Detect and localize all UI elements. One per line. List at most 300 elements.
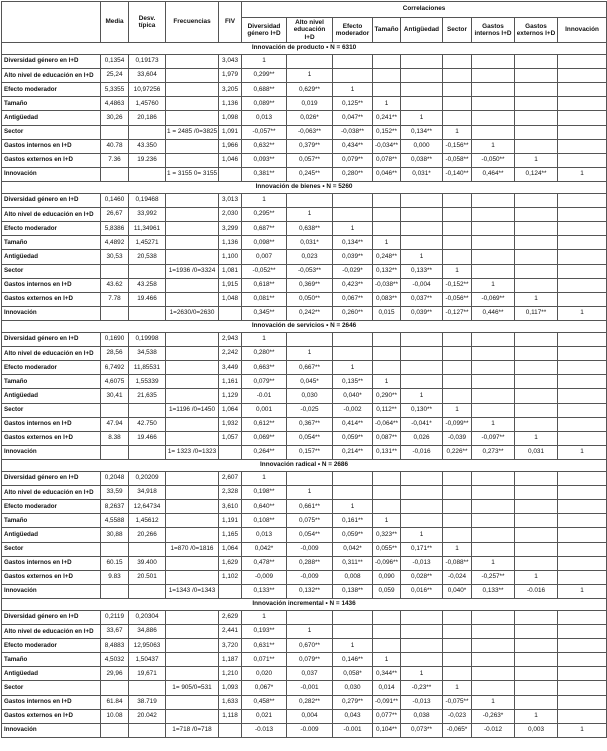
header-corr-col: Antigüedad bbox=[401, 18, 443, 43]
cell-fiv: 1,966 bbox=[219, 139, 242, 153]
cell-correlation bbox=[472, 500, 515, 514]
cell-correlation bbox=[515, 486, 558, 500]
cell-correlation bbox=[443, 375, 472, 389]
cell-correlation bbox=[558, 556, 607, 570]
cell-desv: 19,671 bbox=[129, 667, 166, 681]
cell-fiv: 2,328 bbox=[219, 486, 242, 500]
cell-frecuencias bbox=[166, 222, 219, 236]
cell-media: 28,56 bbox=[101, 347, 129, 361]
cell-frecuencias bbox=[166, 695, 219, 709]
cell-correlation: 0,138** bbox=[333, 584, 373, 598]
cell-media: 4,5588 bbox=[101, 514, 129, 528]
cell-correlation bbox=[443, 97, 472, 111]
table-row bbox=[2, 347, 607, 361]
cell-correlation: 0,125** bbox=[333, 97, 373, 111]
cell-correlation: 0,618** bbox=[242, 278, 287, 292]
cell-correlation: 1 bbox=[287, 69, 333, 83]
cell-media: 4,6075 bbox=[101, 375, 129, 389]
cell-correlation bbox=[558, 639, 607, 653]
cell-correlation bbox=[515, 556, 558, 570]
cell-desv: 12,64734 bbox=[129, 500, 166, 514]
header-row-label bbox=[2, 2, 101, 43]
cell-correlation: 0,093** bbox=[242, 153, 287, 167]
cell-correlation bbox=[515, 125, 558, 139]
cell-correlation: 1 bbox=[558, 584, 607, 598]
section-title-row bbox=[2, 181, 607, 193]
cell-correlation: 0,245** bbox=[287, 167, 333, 181]
cell-correlation: -0,156** bbox=[443, 139, 472, 153]
table-row bbox=[2, 625, 607, 639]
cell-correlation bbox=[373, 361, 401, 375]
cell-correlation bbox=[401, 500, 443, 514]
cell-correlation bbox=[333, 69, 373, 83]
cell-correlation bbox=[558, 681, 607, 695]
cell-correlation: 0,670** bbox=[287, 639, 333, 653]
cell-correlation: 0,077** bbox=[373, 709, 401, 723]
cell-correlation bbox=[401, 222, 443, 236]
table-row bbox=[2, 250, 607, 264]
cell-correlation: 0,344** bbox=[373, 667, 401, 681]
cell-correlation: 0,042* bbox=[242, 542, 287, 556]
cell-desv: 11,34961 bbox=[129, 222, 166, 236]
cell-correlation: 0,193** bbox=[242, 625, 287, 639]
cell-correlation bbox=[472, 332, 515, 346]
cell-correlation bbox=[558, 264, 607, 278]
row-label: Gastos internos en I+D bbox=[2, 278, 101, 292]
cell-media: 5,8386 bbox=[101, 222, 129, 236]
cell-correlation: 0,667** bbox=[287, 361, 333, 375]
cell-frecuencias: 1=2630/0=2630 bbox=[166, 306, 219, 320]
cell-correlation: -0.012 bbox=[472, 723, 515, 737]
cell-correlation bbox=[472, 193, 515, 207]
cell-correlation bbox=[515, 208, 558, 222]
row-label: Efecto moderador bbox=[2, 222, 101, 236]
cell-correlation: 1 bbox=[287, 347, 333, 361]
row-label: Diversidad género en I+D bbox=[2, 193, 101, 207]
cell-correlation: 1 bbox=[333, 222, 373, 236]
cell-fiv: 1,118 bbox=[219, 709, 242, 723]
cell-correlation: 0,000 bbox=[401, 139, 443, 153]
cell-correlation: 0,112** bbox=[373, 403, 401, 417]
cell-desv: 1,55339 bbox=[129, 375, 166, 389]
cell-correlation bbox=[515, 639, 558, 653]
table-row bbox=[2, 500, 607, 514]
cell-frecuencias bbox=[166, 514, 219, 528]
cell-correlation bbox=[472, 97, 515, 111]
cell-frecuencias bbox=[166, 625, 219, 639]
cell-correlation: 0,369** bbox=[287, 278, 333, 292]
cell-frecuencias bbox=[166, 83, 219, 97]
cell-correlation: -0,024 bbox=[443, 570, 472, 584]
cell-correlation: 0,007 bbox=[242, 250, 287, 264]
row-label: Sector bbox=[2, 542, 101, 556]
cell-correlation: 0,279** bbox=[333, 695, 373, 709]
cell-correlation bbox=[558, 278, 607, 292]
cell-correlation: 0,260** bbox=[333, 306, 373, 320]
header-corr-col: Tamaño bbox=[373, 18, 401, 43]
section-title-row bbox=[2, 598, 607, 610]
cell-fiv: 3,043 bbox=[219, 55, 242, 69]
row-label: Diversidad género en I+D bbox=[2, 332, 101, 346]
row-label: Efecto moderador bbox=[2, 500, 101, 514]
cell-correlation bbox=[515, 403, 558, 417]
cell-correlation bbox=[558, 55, 607, 69]
cell-fiv: 1,979 bbox=[219, 69, 242, 83]
row-label: Diversidad género en I+D bbox=[2, 55, 101, 69]
row-label: Efecto moderador bbox=[2, 83, 101, 97]
cell-correlation bbox=[558, 97, 607, 111]
cell-frecuencias bbox=[166, 97, 219, 111]
cell-correlation: 1 bbox=[287, 625, 333, 639]
cell-media: 9.83 bbox=[101, 570, 129, 584]
cell-correlation: 1 bbox=[373, 653, 401, 667]
cell-correlation bbox=[515, 500, 558, 514]
cell-fiv: 3,013 bbox=[219, 193, 242, 207]
cell-correlation bbox=[558, 222, 607, 236]
cell-correlation bbox=[443, 236, 472, 250]
cell-correlation: 0,423** bbox=[333, 278, 373, 292]
cell-frecuencias bbox=[166, 250, 219, 264]
row-label: Alto nivel de educación en I+D bbox=[2, 486, 101, 500]
cell-correlation: 1 bbox=[515, 431, 558, 445]
cell-frecuencias bbox=[166, 528, 219, 542]
cell-media: 30,53 bbox=[101, 250, 129, 264]
cell-desv: 12,95063 bbox=[129, 639, 166, 653]
cell-correlation: 0,057** bbox=[287, 153, 333, 167]
cell-frecuencias bbox=[166, 361, 219, 375]
cell-correlation: 1 bbox=[401, 528, 443, 542]
cell-desv: 0,19468 bbox=[129, 193, 166, 207]
cell-correlation: 0,013 bbox=[242, 111, 287, 125]
cell-correlation bbox=[472, 69, 515, 83]
cell-correlation bbox=[333, 625, 373, 639]
cell-fiv: 1,093 bbox=[219, 681, 242, 695]
cell-correlation: 0,014 bbox=[373, 681, 401, 695]
cell-correlation: 0,047** bbox=[333, 111, 373, 125]
cell-media: 26,67 bbox=[101, 208, 129, 222]
cell-fiv: 1,915 bbox=[219, 278, 242, 292]
table-row bbox=[2, 361, 607, 375]
cell-correlation bbox=[558, 625, 607, 639]
cell-frecuencias bbox=[166, 639, 219, 653]
cell-correlation: 0,040* bbox=[443, 584, 472, 598]
cell-fiv: 1,081 bbox=[219, 264, 242, 278]
cell-desv: 42.750 bbox=[129, 417, 166, 431]
cell-correlation: -0.001 bbox=[333, 723, 373, 737]
cell-correlation: 0,090 bbox=[373, 570, 401, 584]
cell-correlation bbox=[558, 193, 607, 207]
cell-fiv: 3,205 bbox=[219, 83, 242, 97]
cell-correlation bbox=[558, 250, 607, 264]
cell-correlation bbox=[515, 193, 558, 207]
cell-correlation: 1 bbox=[401, 667, 443, 681]
cell-correlation bbox=[287, 55, 333, 69]
cell-correlation: 0,040* bbox=[333, 389, 373, 403]
cell-correlation bbox=[558, 347, 607, 361]
cell-fiv bbox=[219, 723, 242, 737]
cell-correlation bbox=[401, 55, 443, 69]
cell-correlation: -0,052** bbox=[242, 264, 287, 278]
cell-correlation: -0,029* bbox=[333, 264, 373, 278]
cell-correlation bbox=[287, 471, 333, 485]
cell-correlation: 0,003 bbox=[515, 723, 558, 737]
cell-correlation bbox=[333, 332, 373, 346]
cell-correlation: -0,058** bbox=[443, 153, 472, 167]
cell-correlation bbox=[472, 542, 515, 556]
cell-correlation bbox=[558, 610, 607, 624]
cell-correlation: 0,083** bbox=[373, 292, 401, 306]
cell-correlation: 1 bbox=[558, 167, 607, 181]
cell-desv: 0,20209 bbox=[129, 471, 166, 485]
table-row bbox=[2, 403, 607, 417]
header-desv: Desv. típica bbox=[129, 2, 166, 43]
cell-correlation: 1 bbox=[333, 500, 373, 514]
cell-desv: 43.350 bbox=[129, 139, 166, 153]
cell-correlation: -0,004 bbox=[401, 278, 443, 292]
cell-media bbox=[101, 264, 129, 278]
cell-correlation bbox=[443, 193, 472, 207]
cell-fiv: 3,720 bbox=[219, 639, 242, 653]
cell-correlation: -0,041* bbox=[401, 417, 443, 431]
row-label: Gastos internos en I+D bbox=[2, 695, 101, 709]
cell-correlation bbox=[443, 389, 472, 403]
cell-frecuencias bbox=[166, 139, 219, 153]
cell-correlation: 1 bbox=[472, 278, 515, 292]
table-row bbox=[2, 486, 607, 500]
cell-correlation bbox=[472, 222, 515, 236]
cell-correlation: -0,025 bbox=[287, 403, 333, 417]
cell-correlation bbox=[515, 653, 558, 667]
cell-correlation: 0,079** bbox=[287, 653, 333, 667]
cell-correlation: 0,640** bbox=[242, 500, 287, 514]
cell-correlation bbox=[558, 332, 607, 346]
cell-correlation: -0,038** bbox=[373, 278, 401, 292]
cell-correlation bbox=[401, 69, 443, 83]
cell-correlation bbox=[443, 250, 472, 264]
cell-fiv bbox=[219, 306, 242, 320]
cell-correlation: 1 bbox=[373, 97, 401, 111]
cell-fiv: 1,046 bbox=[219, 153, 242, 167]
cell-correlation: 0,631** bbox=[242, 639, 287, 653]
cell-correlation: 0,031 bbox=[515, 445, 558, 459]
cell-desv: 1,45760 bbox=[129, 97, 166, 111]
table-row bbox=[2, 55, 607, 69]
cell-correlation bbox=[515, 471, 558, 485]
cell-desv: 1,45612 bbox=[129, 514, 166, 528]
cell-fiv: 1,161 bbox=[219, 375, 242, 389]
cell-correlation bbox=[472, 347, 515, 361]
cell-correlation: 0,039** bbox=[333, 250, 373, 264]
cell-correlation: -0,263* bbox=[472, 709, 515, 723]
cell-correlation: 0,079** bbox=[242, 375, 287, 389]
cell-correlation: 1 bbox=[472, 556, 515, 570]
cell-correlation bbox=[558, 500, 607, 514]
cell-desv: 34,886 bbox=[129, 625, 166, 639]
cell-correlation bbox=[373, 610, 401, 624]
cell-correlation: -0.016 bbox=[515, 584, 558, 598]
cell-correlation: 0,046** bbox=[373, 167, 401, 181]
cell-correlation: -0,091** bbox=[373, 695, 401, 709]
cell-frecuencias: 1= 905/0=531 bbox=[166, 681, 219, 695]
cell-correlation: 0,458** bbox=[242, 695, 287, 709]
cell-correlation bbox=[443, 347, 472, 361]
table-row bbox=[2, 153, 607, 167]
cell-correlation bbox=[472, 208, 515, 222]
cell-correlation bbox=[373, 83, 401, 97]
cell-fiv: 1,633 bbox=[219, 695, 242, 709]
cell-correlation: 0,280** bbox=[333, 167, 373, 181]
cell-frecuencias: 1= 1323 /0=1323 bbox=[166, 445, 219, 459]
cell-desv: 33,604 bbox=[129, 69, 166, 83]
row-label: Tamaño bbox=[2, 653, 101, 667]
cell-correlation: 0,038** bbox=[401, 153, 443, 167]
row-label: Gastos internos en I+D bbox=[2, 139, 101, 153]
cell-frecuencias bbox=[166, 667, 219, 681]
cell-correlation: -0,257** bbox=[472, 570, 515, 584]
cell-correlation: 1 bbox=[333, 83, 373, 97]
cell-correlation: 0,688** bbox=[242, 83, 287, 97]
cell-correlation: 0,226** bbox=[443, 445, 472, 459]
correlation-table-container bbox=[1, 1, 607, 738]
cell-fiv: 2,242 bbox=[219, 347, 242, 361]
cell-desv: 10,97256 bbox=[129, 83, 166, 97]
cell-correlation: 1 bbox=[401, 389, 443, 403]
cell-desv: 34,538 bbox=[129, 347, 166, 361]
cell-frecuencias bbox=[166, 570, 219, 584]
cell-correlation bbox=[472, 514, 515, 528]
cell-media bbox=[101, 306, 129, 320]
cell-desv: 19.236 bbox=[129, 153, 166, 167]
cell-fiv: 1,136 bbox=[219, 97, 242, 111]
cell-correlation bbox=[443, 625, 472, 639]
cell-correlation: 0,242** bbox=[287, 306, 333, 320]
cell-correlation: 0,299** bbox=[242, 69, 287, 83]
cell-correlation bbox=[558, 417, 607, 431]
cell-media bbox=[101, 445, 129, 459]
cell-correlation bbox=[401, 361, 443, 375]
cell-frecuencias bbox=[166, 389, 219, 403]
cell-correlation: 0,013 bbox=[242, 528, 287, 542]
cell-correlation: 1 bbox=[242, 610, 287, 624]
cell-correlation: 1 bbox=[373, 236, 401, 250]
cell-frecuencias: 1 = 3155 0= 3155 bbox=[166, 167, 219, 181]
cell-fiv: 1,165 bbox=[219, 528, 242, 542]
cell-correlation bbox=[401, 208, 443, 222]
cell-fiv bbox=[219, 584, 242, 598]
cell-correlation bbox=[401, 486, 443, 500]
cell-correlation bbox=[515, 625, 558, 639]
table-row bbox=[2, 514, 607, 528]
cell-fiv: 1,048 bbox=[219, 292, 242, 306]
cell-correlation: 0,414** bbox=[333, 417, 373, 431]
cell-correlation: 0,071** bbox=[242, 653, 287, 667]
header-corr-col: Efecto moderador bbox=[333, 18, 373, 43]
table-row bbox=[2, 139, 607, 153]
cell-correlation bbox=[558, 361, 607, 375]
cell-correlation: 0,152** bbox=[373, 125, 401, 139]
cell-correlation bbox=[401, 625, 443, 639]
table-row bbox=[2, 681, 607, 695]
table-row bbox=[2, 639, 607, 653]
cell-correlation bbox=[443, 486, 472, 500]
cell-correlation bbox=[515, 222, 558, 236]
cell-frecuencias bbox=[166, 292, 219, 306]
cell-desv: 0,20304 bbox=[129, 610, 166, 624]
cell-correlation bbox=[515, 375, 558, 389]
cell-correlation bbox=[373, 500, 401, 514]
cell-correlation: 0,273** bbox=[472, 445, 515, 459]
cell-correlation: 0,171** bbox=[401, 542, 443, 556]
row-label: Gastos externos en I+D bbox=[2, 292, 101, 306]
cell-correlation: 0,133** bbox=[401, 264, 443, 278]
cell-correlation: 0,079** bbox=[333, 153, 373, 167]
table-row bbox=[2, 278, 607, 292]
cell-correlation: 1 bbox=[333, 361, 373, 375]
cell-correlation bbox=[443, 332, 472, 346]
cell-desv bbox=[129, 306, 166, 320]
cell-correlation bbox=[333, 208, 373, 222]
cell-correlation: 1 bbox=[472, 139, 515, 153]
cell-correlation bbox=[472, 55, 515, 69]
cell-correlation bbox=[472, 486, 515, 500]
cell-correlation: 0,464** bbox=[472, 167, 515, 181]
cell-correlation: 1 bbox=[443, 542, 472, 556]
cell-correlation: 0,075** bbox=[287, 514, 333, 528]
cell-correlation bbox=[472, 236, 515, 250]
cell-correlation: 0,059 bbox=[373, 584, 401, 598]
cell-correlation bbox=[558, 486, 607, 500]
cell-frecuencias bbox=[166, 709, 219, 723]
cell-correlation bbox=[401, 375, 443, 389]
cell-correlation bbox=[515, 236, 558, 250]
table-row bbox=[2, 445, 607, 459]
cell-correlation: -0.009 bbox=[287, 723, 333, 737]
cell-correlation: -0,057** bbox=[242, 125, 287, 139]
cell-correlation: -0,099** bbox=[443, 417, 472, 431]
header-fiv: FIV bbox=[219, 2, 242, 43]
cell-correlation bbox=[558, 528, 607, 542]
cell-correlation: 0,134** bbox=[333, 236, 373, 250]
row-label: Antigüedad bbox=[2, 667, 101, 681]
cell-correlation: 0,124** bbox=[515, 167, 558, 181]
cell-correlation bbox=[558, 403, 607, 417]
cell-correlation bbox=[373, 486, 401, 500]
cell-correlation: 1 bbox=[373, 514, 401, 528]
cell-correlation bbox=[515, 111, 558, 125]
row-label: Tamaño bbox=[2, 97, 101, 111]
cell-media: 30,26 bbox=[101, 111, 129, 125]
header-correlaciones: Correlaciones bbox=[242, 2, 607, 18]
cell-correlation: 0,004 bbox=[287, 709, 333, 723]
cell-correlation bbox=[443, 667, 472, 681]
cell-media: 5,3355 bbox=[101, 83, 129, 97]
cell-correlation bbox=[443, 528, 472, 542]
section-title: Innovación radical • N = 2686 bbox=[2, 459, 607, 471]
cell-media: 8,2637 bbox=[101, 500, 129, 514]
cell-media: 7.78 bbox=[101, 292, 129, 306]
cell-correlation: 0,030 bbox=[333, 681, 373, 695]
cell-correlation: 0,133** bbox=[242, 584, 287, 598]
cell-fiv: 1,100 bbox=[219, 250, 242, 264]
cell-correlation bbox=[558, 83, 607, 97]
cell-correlation bbox=[333, 347, 373, 361]
cell-media bbox=[101, 167, 129, 181]
row-label: Innovación bbox=[2, 584, 101, 598]
cell-correlation: 1 bbox=[515, 570, 558, 584]
cell-media: 25,24 bbox=[101, 69, 129, 83]
cell-desv: 19.466 bbox=[129, 431, 166, 445]
cell-correlation: 0,367** bbox=[287, 417, 333, 431]
